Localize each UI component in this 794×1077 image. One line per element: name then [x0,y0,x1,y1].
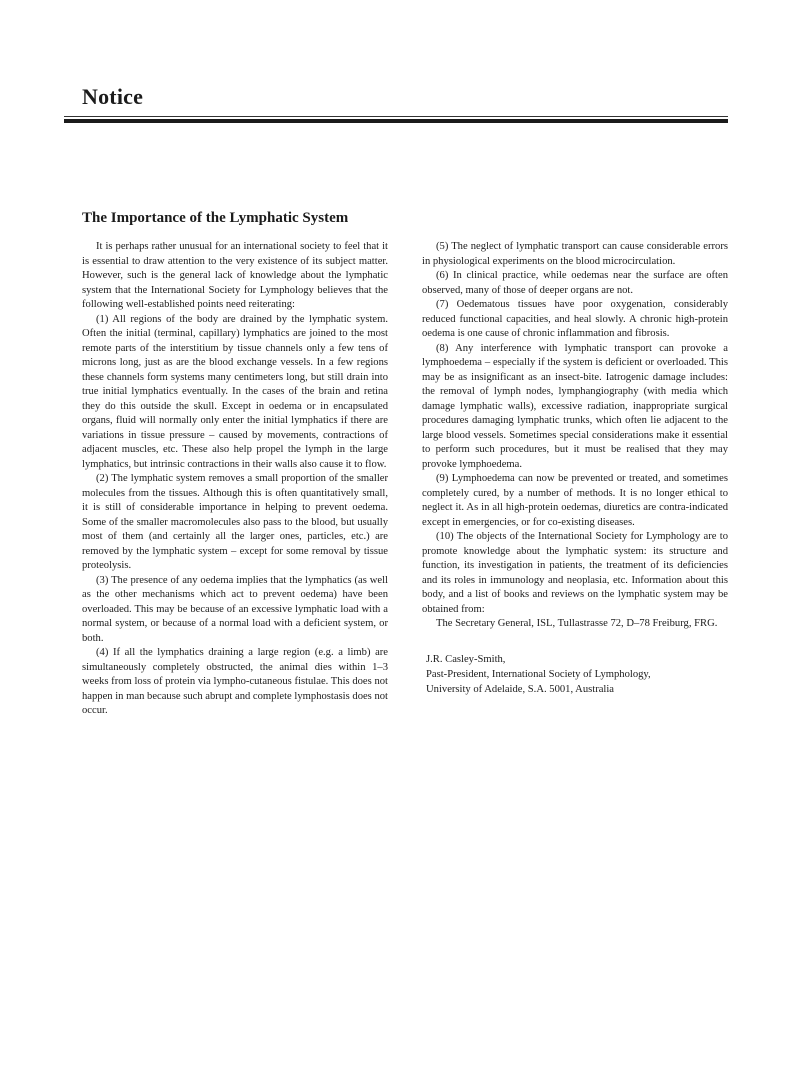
paragraph-intro: It is perhaps rather unusual for an international society to feel that it is essential to draw attention to the very existence of its subject matter. However, such is the general lack of knowledge about the lymphatic system that the International Society for Lymphology believes that the following well-established points need reiterating: [82,241,388,310]
paragraph-point-2: (2) The lymphatic system removes a small proportion of the smaller molecules from the tissues. Although this is often quantitatively small, it is still of considerable importance in helping to prevent oedema. Some of the smaller macromolecules also pass to the blood, but usually most of them (and certainly all the larger ones, particles, etc.) are removed by the lymphatic system – except for some removal by tissue proteolysis. [82,473,388,571]
left-column [82,240,388,719]
paragraph-point-8: (8) Any interference with lymphatic transport can provoke a lymphoedema – especially if the system is deficient or overloaded. This may be as insignificant as an insect-bite. Iatrogenic damage includes: the removal of lymph nodes, lymphangiography (with media which damage lymphatic walls), excessive radiation, inappropriate surgical procedures damaging lymphatic trunks, which often lie adjacent to the large blood vessels. Sometimes special considerations make it essential to perform such procedures, but it must be realised that they may provoke lymphoedema. [422,342,728,470]
paragraph-point-9: (9) Lymphoedema can now be prevented or treated, and sometimes completely cured, by a number of methods. It is no longer ethical to neglect it. As in all high-protein oedemas, diuretics are contra-indicated except in emergencies, or for co-existing diseases. [422,473,728,528]
header-rule-thin [64,116,728,117]
signature-title: Past-President, International Society of Lymphology, [426,668,651,680]
paragraph-point-5: (5) The neglect of lymphatic transport can cause considerable errors in physiological experiments on the blood microcirculation. [422,241,728,267]
header-rule-thick [64,119,728,123]
right-column [422,240,728,697]
paragraph-point-4: (4) If all the lymphatics draining a large region (e.g. a limb) are simultaneously completely obstructed, the animal dies within 1–3 weeks from loss of protein via lympho-cutaneous fistulae. This does not happen in man because such abrupt and complete lymphostasis does not occur. [82,647,388,716]
paragraph-point-1: (1) All regions of the body are drained by the lymphatic system. Often the initial (terminal, capillary) lymphatics are joined to the most remote parts of the interstitium by tissue channels only a few tens of microns long, just as are the blood exchange vessels. In a few regions these channels form systems many centimeters long, but still drain into true initial lymphatics eventually. In the cases of the brain and retina they do this outside the skull. Except in oedema or in encapsulated organs, fluid will normally only enter the initial lymphatics if there are variations in tissue pressure – caused by movements, contractions of adjacent muscles, etc. These also help propel the lymph in the large lymphatics, but intrinsic contractions in their walls also cause it to flow. [82,313,388,470]
signature-name: J.R. Casley-Smith, [426,653,506,665]
signature-affiliation: University of Adelaide, S.A. 5001, Australia [426,683,615,695]
article-title: The Importance of the Lymphatic System [82,210,349,226]
paragraph-point-10: (10) The objects of the International Society for Lymphology are to promote knowledge about the lymphatic system: its structure and function, its investigation in patients, the treatment of its deficiencies and its roles in immunology and neoplasia, etc. Information about this body, and a list of books and reviews on the lymphatic system may be obtained from: [422,531,728,615]
paragraph-point-6: (6) In clinical practice, while oedemas near the surface are often observed, many of those of deeper organs are not. [422,270,728,296]
paragraph-point-7: (7) Oedematous tissues have poor oxygenation, considerably reduced functional capacities, and heal slowly. A chronic high-protein oedema is one cause of chronic inflammation and fibrosis. [422,299,728,339]
paragraph-point-3: (3) The presence of any oedema implies that the lymphatics (as well as the other mechanisms which act to prevent oedema) have been overloaded. This may be because of an excessive lymphatic load with a normal system, or because of a normal load with a deficient system, or both. [82,574,388,644]
paragraph-contact-address: The Secretary General, ISL, Tullastrasse 72, D–78 Freiburg, FRG. [436,618,718,629]
signature-block [422,652,728,697]
page-title: Notice [82,84,144,109]
